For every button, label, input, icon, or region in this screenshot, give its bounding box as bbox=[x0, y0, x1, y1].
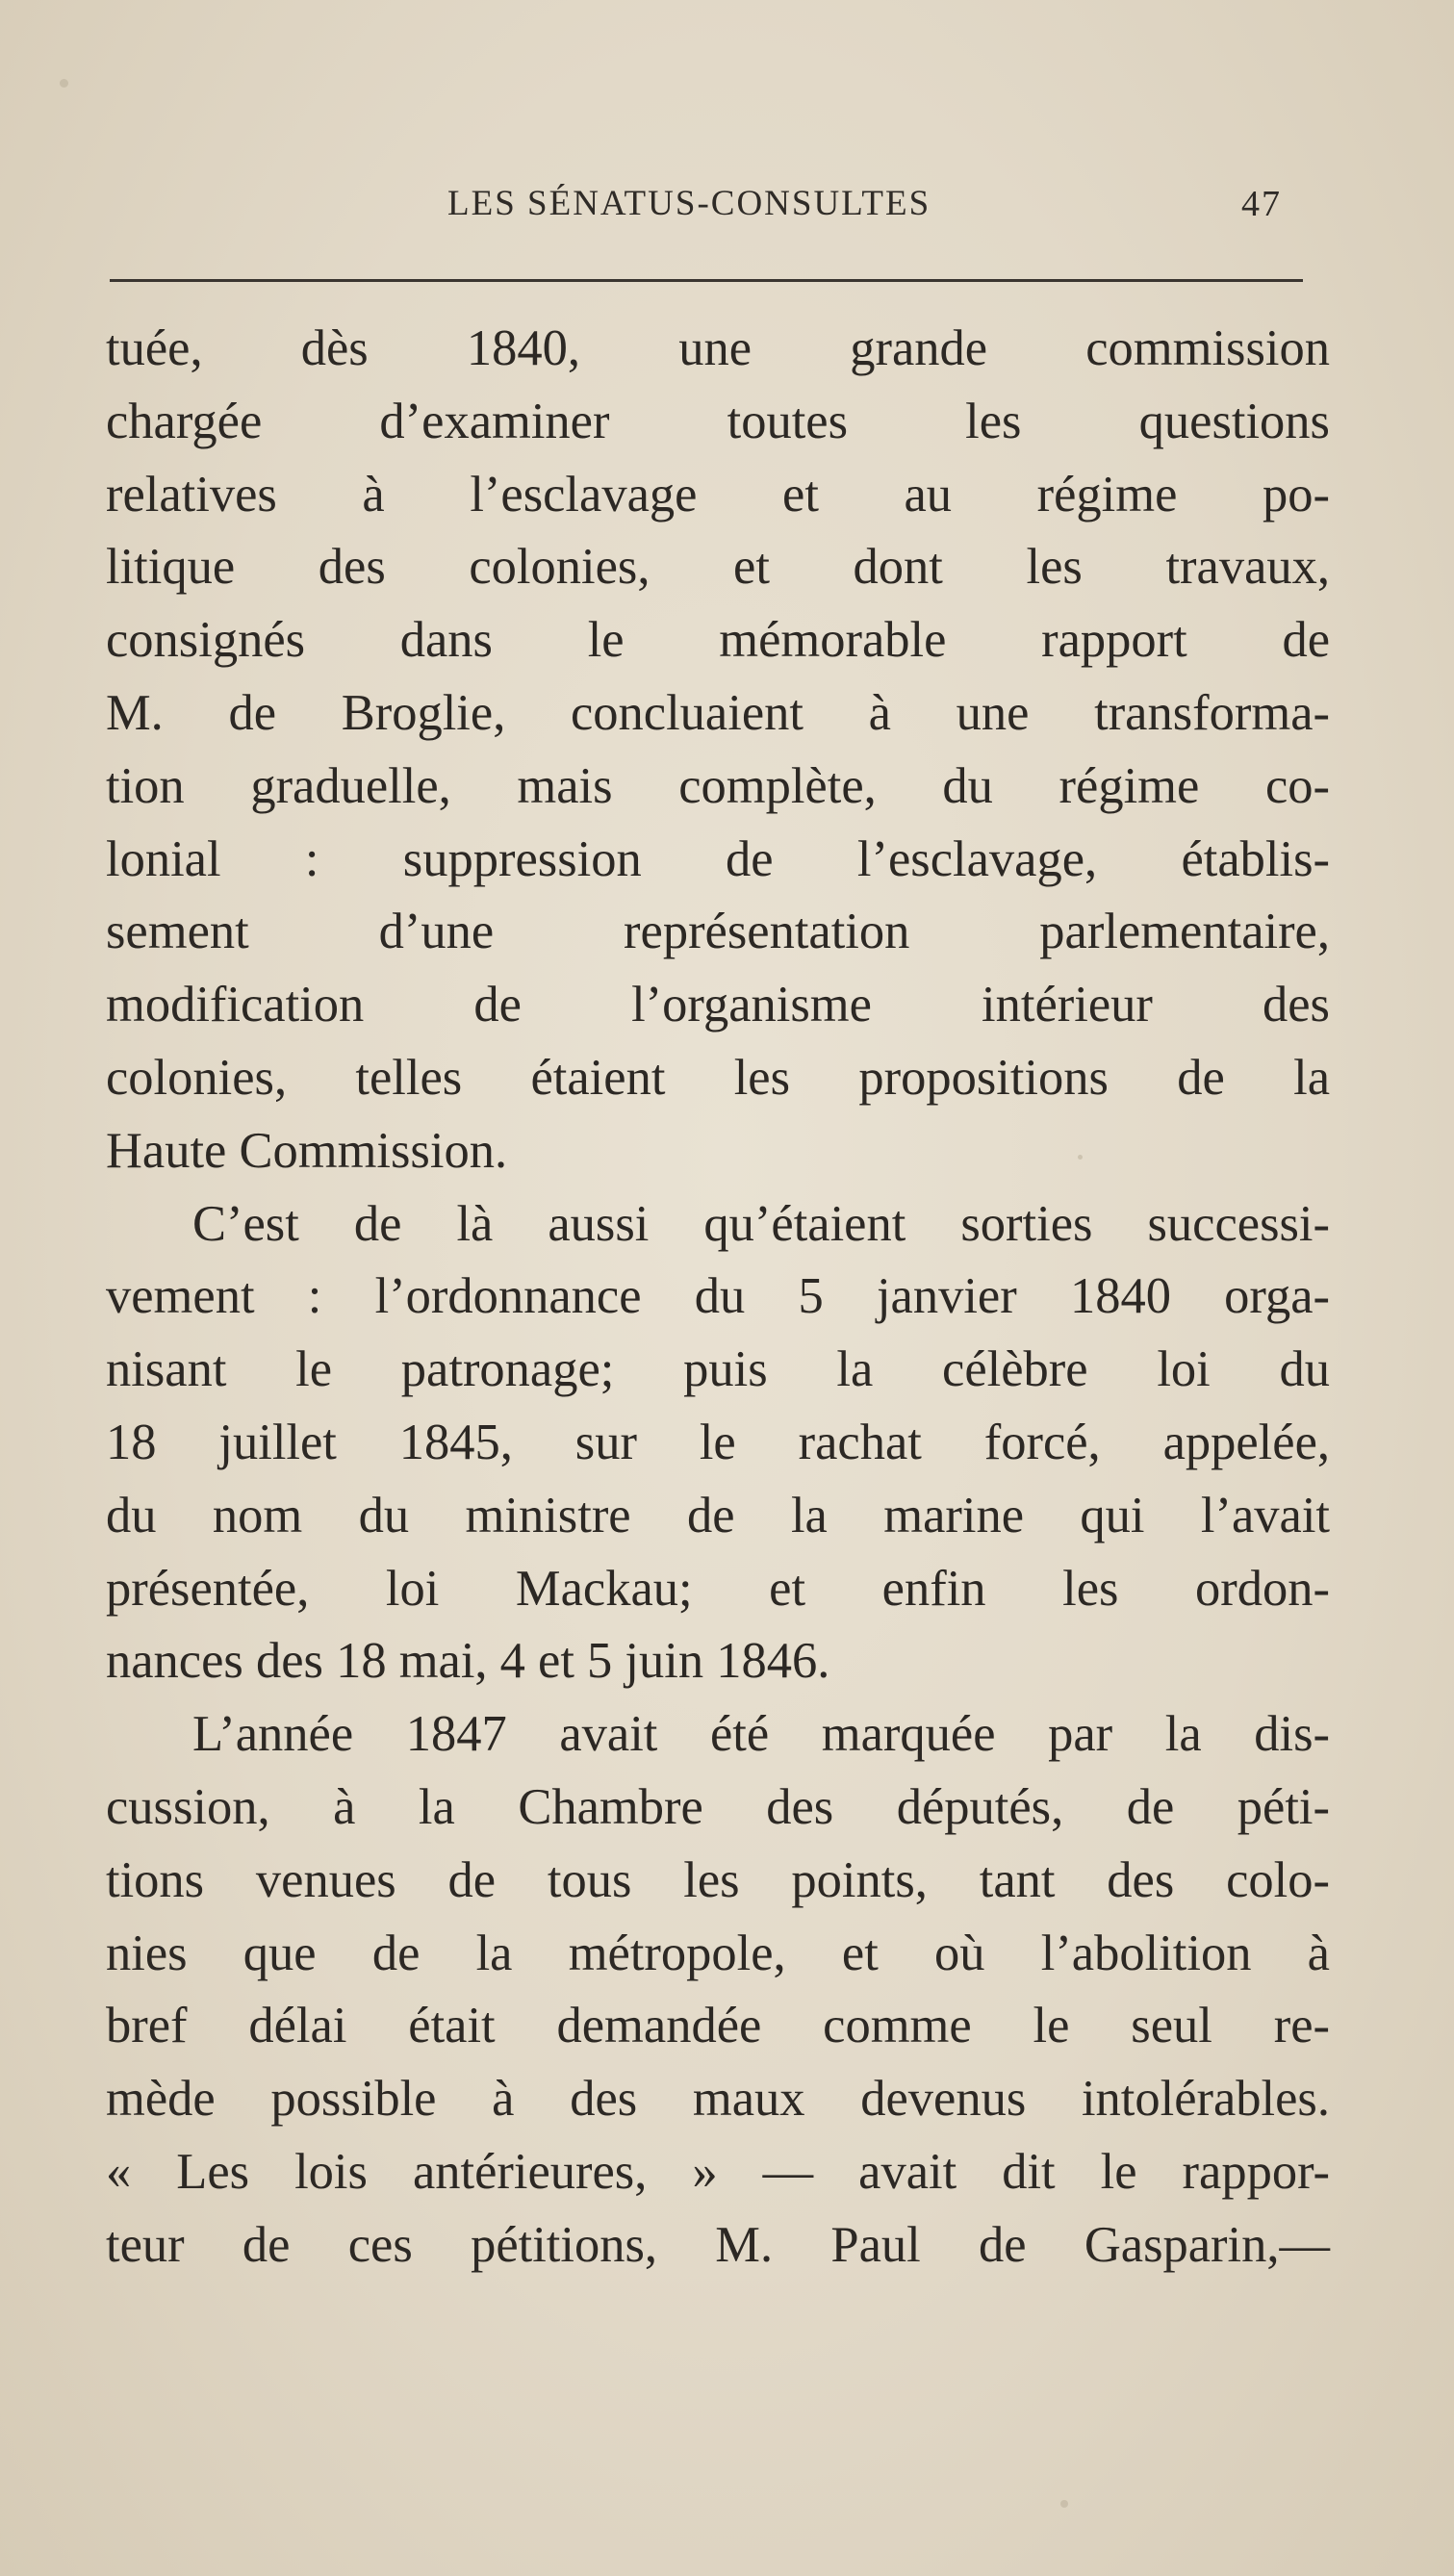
paragraph-start-line: L’année 1847 avait été marquée par la dis- bbox=[192, 1706, 1330, 1763]
text-line: du nom du ministre de la marine qui l’avait bbox=[106, 1487, 1330, 1543]
text-line: lonial : suppression de l’esclavage, établis- bbox=[106, 830, 1330, 887]
text-line: vement : l’ordonnance du 5 janvier 1840 orga- bbox=[106, 1268, 1330, 1325]
text-line: consignés dans le mémorable rapport de bbox=[106, 612, 1330, 669]
text-line: nies que de la métropole, et où l’abolition à bbox=[106, 1925, 1330, 1981]
text-line: chargée d’examiner toutes les questions bbox=[106, 393, 1330, 449]
text-line: tion graduelle, mais complète, du régime co- bbox=[106, 757, 1330, 814]
header-rule bbox=[110, 279, 1303, 282]
text-line: tions venues de tous les points, tant des colo- bbox=[106, 1851, 1330, 1908]
text-line: bref délai était demandée comme le seul re- bbox=[106, 1998, 1330, 2054]
text-line: nisant le patronage; puis la célèbre loi du bbox=[106, 1341, 1330, 1398]
text-line: litique des colonies, et dont les travaux, bbox=[106, 539, 1330, 596]
text-line: 18 juillet 1845, sur le rachat forcé, appelée, bbox=[106, 1414, 1330, 1470]
text-line: cussion, à la Chambre des députés, de péti- bbox=[106, 1778, 1330, 1835]
paragraph-end-line: Haute Commission. bbox=[106, 1122, 508, 1179]
text-line: sement d’une représentation parlementaire, bbox=[106, 904, 1330, 960]
running-title: LES SÉNATUS-CONSULTES bbox=[447, 184, 931, 223]
paragraph-start-line: C’est de là aussi qu’étaient sorties successi- bbox=[192, 1195, 1330, 1252]
text-line: teur de ces pétitions, M. Paul de Gasparin,— bbox=[106, 2216, 1330, 2273]
paragraph-end-line: nances des 18 mai, 4 et 5 juin 1846. bbox=[106, 1633, 830, 1690]
text-line: mède possible à des maux devenus intolérables. bbox=[106, 2071, 1330, 2128]
text-line: M. de Broglie, concluaient à une transforma- bbox=[106, 684, 1330, 741]
text-line: colonies, telles étaient les propositions de la bbox=[106, 1049, 1330, 1106]
page-number: 47 bbox=[1241, 184, 1282, 224]
text-line: modification de l’organisme intérieur des bbox=[106, 977, 1330, 1033]
text-line: « Les lois antérieures, » — avait dit le rappor- bbox=[106, 2143, 1330, 2200]
text-line: relatives à l’esclavage et au régime po- bbox=[106, 466, 1330, 523]
running-head bbox=[106, 183, 1309, 241]
paper-foxing-spot bbox=[1060, 2500, 1068, 2508]
text-line: tuée, dès 1840, une grande commission bbox=[106, 320, 1330, 376]
text-line: présentée, loi Mackau; et enfin les ordon- bbox=[106, 1560, 1330, 1617]
body-text bbox=[106, 313, 1330, 2283]
paper-foxing-spot bbox=[60, 79, 68, 88]
